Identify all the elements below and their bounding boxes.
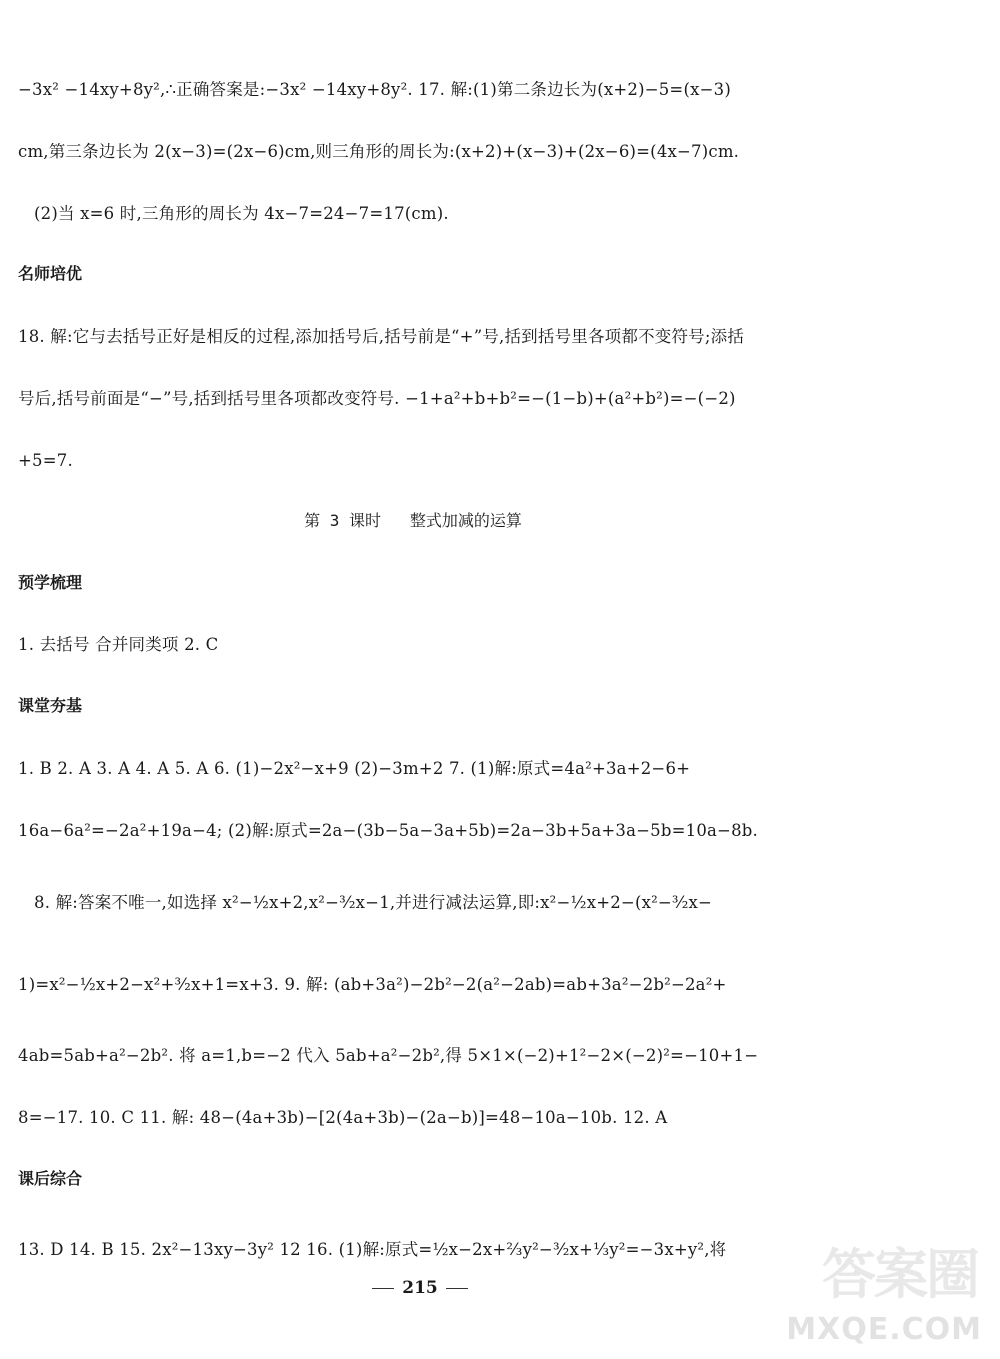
page-number-text: 215 [402,1278,438,1298]
text-line-10: 8. 解:答案不唯一,如选择 x²−½x+2,x²−³⁄₂x−1,并进行减法运算,即:x²−½x+2−(x²−³⁄₂x− [34,893,713,912]
page-number-dash-left [372,1288,394,1289]
text-line-8: 1. B 2. A 3. A 4. A 5. A 6. (1)−2x²−x+9 (2)−3m+2 7. (1)解:原式=4a²+3a+2−6+ [18,759,691,778]
text-line-1: −3x² −14xy+8y²,∴正确答案是:−3x² −14xy+8y². 17. 解:(1)第二条边长为(x+2)−5=(x−3) [18,80,731,99]
text-line-2: cm,第三条边长为 2(x−3)=(2x−6)cm,则三角形的周长为:(x+2)+(x−3)+(2x−6)=(4x−7)cm. [18,142,740,161]
text-line-4: 18. 解:它与去括号正好是相反的过程,添加括号后,括号前是“+”号,括到括号里各项都不变符号;添括 [18,327,745,346]
page-number-dash-right [446,1288,468,1289]
text-line-14: 13. D 14. B 15. 2x²−13xy−3y² 12 16. (1)解:原式=½x−2x+⅔y²−³⁄₂x+⅓y²=−3x+y²,将 [18,1240,727,1259]
text-line-5: 号后,括号前面是“−”号,括到括号里各项都改变符号. −1+a²+b+b²=−(1−b)+(a²+b²)=−(−2) [18,389,736,408]
text-line-7: 1. 去括号 合并同类项 2. C [18,635,219,654]
watermark-logo [786,1233,992,1353]
page-number [360,1276,480,1300]
heading-mingshi-peiyou: 名师培优 [18,264,83,283]
heading-yuxue-shuli: 预学梳理 [18,573,83,592]
watermark-site: MXQE.COM [786,1312,982,1347]
text-line-3: (2)当 x=6 时,三角形的周长为 4x−7=24−7=17(cm). [34,204,449,223]
heading-kehou-zonghe: 课后综合 [18,1169,83,1188]
text-line-6: +5=7. [18,451,73,470]
section-title: 第 3 课时 整式加减的运算 [304,511,522,530]
text-line-13: 8=−17. 10. C 11. 解: 48−(4a+3b)−[2(4a+3b)−(2a−b)]=48−10a−10b. 12. A [18,1108,668,1127]
heading-ketang-hangji: 课堂夯基 [18,696,83,715]
watermark-glyphs: 答案圈 [822,1243,978,1306]
text-line-9: 16a−6a²=−2a²+19a−4; (2)解:原式=2a−(3b−5a−3a+5b)=2a−3b+5a+3a−5b=10a−8b. [18,821,758,840]
text-line-12: 4ab=5ab+a²−2b². 将 a=1,b=−2 代入 5ab+a²−2b²,得 5×1×(−2)+1²−2×(−2)²=−10+1− [18,1046,759,1065]
text-line-11: 1)=x²−½x+2−x²+³⁄₂x+1=x+3. 9. 解: (ab+3a²)−2b²−2(a²−2ab)=ab+3a²−2b²−2a²+ [18,975,727,994]
